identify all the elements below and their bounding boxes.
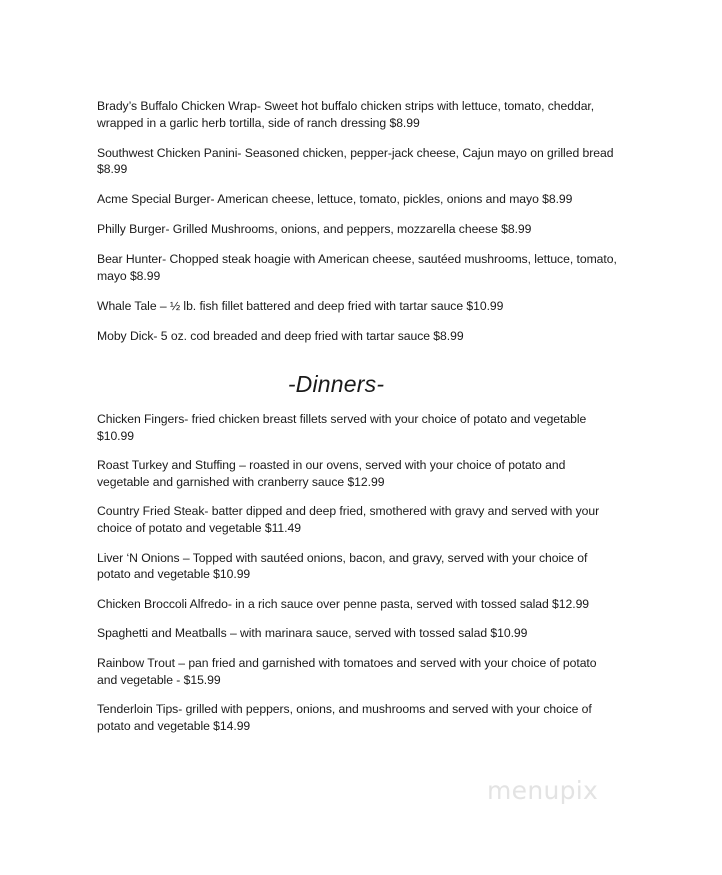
menupix-watermark: menupix — [487, 776, 599, 805]
menu-item-bradys-buffalo-chicken-wrap: Brady’s Buffalo Chicken Wrap- Sweet hot buffalo chicken strips with lettuce, tomato, cheddar, wrapped in a garlic herb tortilla, side of ranch dressing $8.99 — [97, 99, 595, 130]
menu-item-country-fried-steak: Country Fried Steak- batter dipped and deep fried, smothered with gravy and served with your choice of potato and vegetable $11.49 — [97, 504, 600, 535]
menu-item-liver-n-onions: Liver ‘N Onions – Topped with sautéed onions, bacon, and gravy, served with your choice of potato and vegetable $10.99 — [97, 550, 588, 582]
menu-item-tenderloin-tips: Tenderloin Tips- grilled with peppers, onions, and mushrooms and served with your choice of potato and vegetable $14.99 — [97, 702, 592, 733]
menu-item-acme-special-burger: Acme Special Burger- American cheese, lettuce, tomato, pickles, onions and mayo $8.99 — [97, 192, 573, 206]
menu-item-whale-tale: Whale Tale – ½ lb. fish fillet battered and deep fried with tartar sauce $10.99 — [97, 298, 504, 313]
menu-item-roast-turkey-and-stuffing: Roast Turkey and Stuffing – roasted in our ovens, served with your choice of potato and vegetable and garnished with cranberry sauce $12.99 — [97, 458, 566, 489]
dinners-heading: -Dinners- — [287, 371, 385, 397]
menu-item-chicken-broccoli-alfredo: Chicken Broccoli Alfredo- in a rich sauce over penne pasta, served with tossed salad $12.99 — [97, 596, 590, 611]
menu-item-moby-dick: Moby Dick- 5 oz. cod breaded and deep fried with tartar sauce $8.99 — [97, 328, 464, 343]
menu-item-bear-hunter: Bear Hunter- Chopped steak hoagie with American cheese, sautéed mushrooms, lettuce, tomato, mayo $8.99 — [97, 252, 617, 283]
menu-item-rainbow-trout: Rainbow Trout – pan fried and garnished with tomatoes and served with your choice of potato and vegetable - $15.99 — [97, 656, 597, 687]
sandwich-list — [97, 98, 617, 358]
dinner-list — [97, 411, 617, 748]
menu-item-philly-burger: Philly Burger- Grilled Mushrooms, onions, and peppers, mozzarella cheese $8.99 — [97, 222, 532, 236]
menu-item-southwest-chicken-panini: Southwest Chicken Panini- Seasoned chicken, pepper-jack cheese, Cajun mayo on grilled bread $8.99 — [97, 145, 614, 176]
menu-item-spaghetti-and-meatballs: Spaghetti and Meatballs – with marinara sauce, served with tossed salad $10.99 — [97, 626, 528, 641]
menu-item-chicken-fingers: Chicken Fingers- fried chicken breast fillets served with your choice of potato and vegetable $10.99 — [97, 412, 587, 443]
